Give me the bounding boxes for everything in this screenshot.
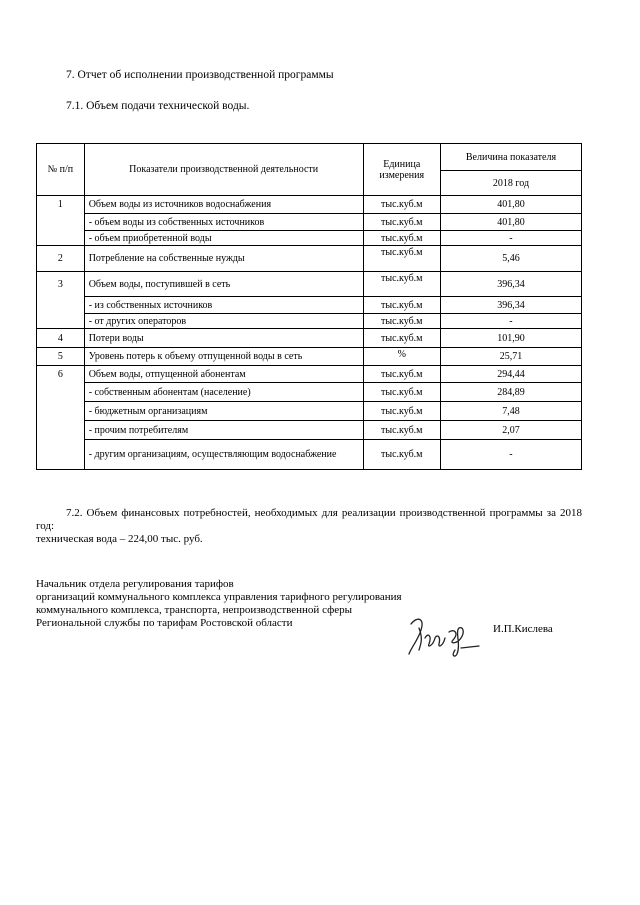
indicator-name: - прочим потребителям — [84, 421, 363, 440]
indicator-name: - другим организациям, осуществляющим водоснабжение — [84, 440, 363, 470]
table-row — [37, 214, 582, 231]
header-unit: Единица измерения — [363, 144, 440, 196]
unit-cell: тыс.куб.м — [363, 421, 440, 440]
table-row — [37, 402, 582, 421]
table-row — [37, 421, 582, 440]
table-row — [37, 246, 582, 272]
value-cell: 401,80 — [440, 214, 581, 231]
row-number: 2 — [37, 246, 85, 272]
indicator-name: Объем воды, отпущенной абонентам — [84, 366, 363, 383]
handwritten-signature — [403, 614, 483, 660]
unit-cell: тыс.куб.м — [363, 440, 440, 470]
value-cell: 284,89 — [440, 383, 581, 402]
indicator-name: Потребление на собственные нужды — [84, 246, 363, 272]
signer-title-line-2: организаций коммунального комплекса управления тарифного регулирования — [36, 591, 402, 603]
unit-cell: тыс.куб.м — [363, 402, 440, 421]
row-number — [37, 402, 85, 421]
value-cell: - — [440, 314, 581, 329]
value-cell: 396,34 — [440, 272, 581, 297]
row-number: 6 — [37, 366, 85, 383]
table-row — [37, 383, 582, 402]
table-row — [37, 297, 582, 314]
signer-title-line-4: Региональной службы по тарифам Ростовской области — [36, 617, 293, 629]
indicator-name: - объем воды из собственных источников — [84, 214, 363, 231]
unit-cell: тыс.куб.м — [363, 314, 440, 329]
financial-amount: техническая вода – 224,00 тыс. руб. — [36, 533, 203, 545]
unit-cell: тыс.куб.м — [363, 246, 440, 272]
financial-paragraph — [36, 507, 582, 546]
unit-cell: тыс.куб.м — [363, 196, 440, 214]
header-year: 2018 год — [440, 171, 581, 196]
indicator-name: - от других операторов — [84, 314, 363, 329]
unit-cell: тыс.куб.м — [363, 297, 440, 314]
table-row — [37, 348, 582, 366]
signer-title-line-1: Начальник отдела регулирования тарифов — [36, 578, 234, 590]
unit-cell: тыс.куб.м — [363, 329, 440, 348]
subsection-heading: 7.1. Объем подачи технической воды. — [66, 100, 250, 112]
value-cell: 401,80 — [440, 196, 581, 214]
indicator-name: - объем приобретенной воды — [84, 231, 363, 246]
table-row — [37, 314, 582, 329]
section-heading: 7. Отчет об исполнении производственной программы — [66, 69, 334, 81]
financial-text: 7.2. Объем финансовых потребностей, необходимых для реализации производственной программы за 2018 год: — [36, 507, 582, 532]
indicator-name: - собственным абонентам (население) — [84, 383, 363, 402]
signer-title-line-3: коммунального комплекса, транспорта, непроизводственной сферы — [36, 604, 352, 616]
row-number — [37, 214, 85, 231]
value-cell: 25,71 — [440, 348, 581, 366]
indicator-name: Объем воды из источников водоснабжения — [84, 196, 363, 214]
header-indicator: Показатели производственной деятельности — [84, 144, 363, 196]
row-number: 5 — [37, 348, 85, 366]
signer-name: И.П.Кислева — [493, 623, 553, 635]
unit-cell: % — [363, 348, 440, 366]
row-number — [37, 231, 85, 246]
table-row — [37, 231, 582, 246]
row-number — [37, 297, 85, 314]
unit-cell: тыс.куб.м — [363, 383, 440, 402]
row-number — [37, 421, 85, 440]
row-number — [37, 314, 85, 329]
table-row — [37, 440, 582, 470]
value-cell: - — [440, 440, 581, 470]
row-number: 4 — [37, 329, 85, 348]
table-row — [37, 196, 582, 214]
indicator-name: Потери воды — [84, 329, 363, 348]
header-value: Величина показателя — [440, 144, 581, 171]
value-cell: 7,48 — [440, 402, 581, 421]
unit-cell: тыс.куб.м — [363, 214, 440, 231]
indicator-name: Уровень потерь к объему отпущенной воды в сеть — [84, 348, 363, 366]
value-cell: 294,44 — [440, 366, 581, 383]
value-cell: 101,90 — [440, 329, 581, 348]
unit-cell: тыс.куб.м — [363, 272, 440, 297]
indicator-name: Объем воды, поступившей в сеть — [84, 272, 363, 297]
row-number: 3 — [37, 272, 85, 297]
table-row — [37, 272, 582, 297]
unit-cell: тыс.куб.м — [363, 366, 440, 383]
table-row — [37, 329, 582, 348]
value-cell: 5,46 — [440, 246, 581, 272]
value-cell: 2,07 — [440, 421, 581, 440]
row-number — [37, 383, 85, 402]
value-cell: 396,34 — [440, 297, 581, 314]
table-row — [37, 366, 582, 383]
signature-block — [36, 578, 402, 630]
header-num: № п/п — [37, 144, 85, 196]
row-number — [37, 440, 85, 470]
unit-cell: тыс.куб.м — [363, 231, 440, 246]
table-header-row — [37, 144, 582, 171]
indicator-name: - бюджетным организациям — [84, 402, 363, 421]
water-supply-table — [36, 143, 582, 470]
row-number: 1 — [37, 196, 85, 214]
indicator-name: - из собственных источников — [84, 297, 363, 314]
value-cell: - — [440, 231, 581, 246]
